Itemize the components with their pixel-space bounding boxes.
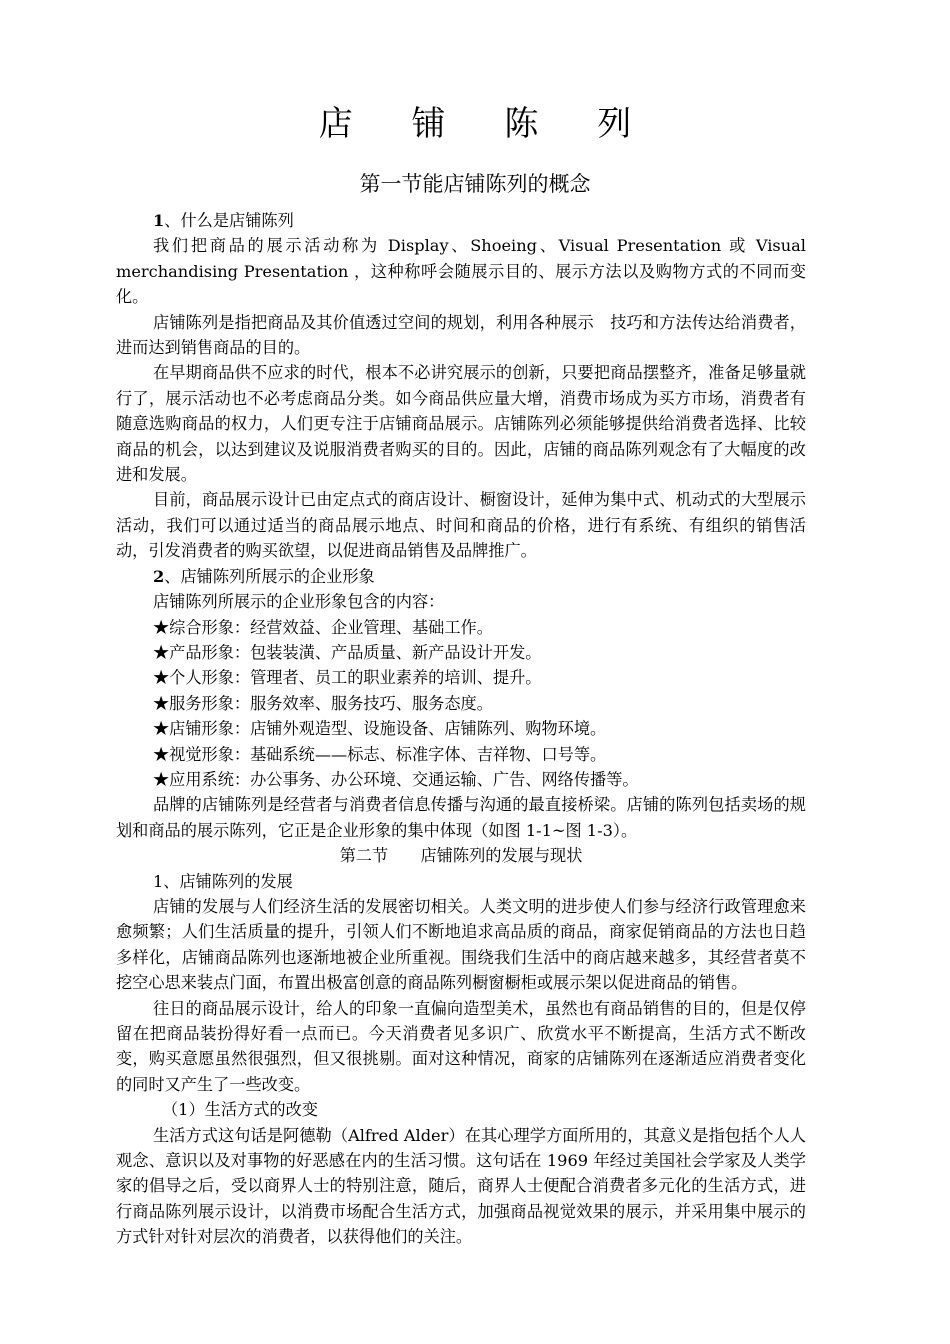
list-item: ★综合形象：经营效益、企业管理、基础工作。: [153, 617, 493, 637]
heading-text: 、店铺陈列所展示的企业形象: [164, 566, 375, 586]
list-item: ★店铺形象：店铺外观造型、设施设备、店铺陈列、购物环境。: [153, 719, 607, 739]
heading-development: 1、店铺陈列的发展: [153, 871, 293, 891]
heading-number: 1: [153, 211, 165, 230]
document-body: [116, 208, 806, 1250]
section-1-title: 第一节能店铺陈列的概念: [359, 172, 591, 196]
paragraph: 店铺的发展与人们经济生活的发展密切相关。人类文明的进步使人们参与经济行政管理愈来愈频繁；人们生活质量的提升，引领人们不断地追求高品质的商品，商家促销商品的方法也日趋多样化，店铺商品陈列也逐渐地被企业所重视。围绕我们生活中的商店越来越多，其经营者莫不挖空心思来装点门面，布置出极富创意的商品陈列橱窗橱柜或展示架以促进商品的销售。: [116, 896, 806, 993]
heading-text: 、什么是店铺陈列: [164, 211, 294, 230]
subheading-lifestyle: （1）生活方式的改变: [162, 1100, 318, 1120]
list-item: ★个人形象：管理者、员工的职业素养的培训、提升。: [153, 668, 542, 688]
paragraph: 在早期商品供不应求的时代，根本不必讲究展示的创新，只要把商品摆整齐，准备足够量就行了，展示活动也不必考虑商品分类。如今商品供应量大增，消费市场成为买方市场，消费者有随意选购商品的权力，人们更专注于店铺商品展示。店铺陈列必须能够提供给消费者选择、比较商品的机会，以达到建议及说服消费者购买的目的。因此，店铺的商品陈列观念有了大幅度的改进和发展。: [116, 363, 806, 485]
paragraph: 目前，商品展示设计已由定点式的商店设计、橱窗设计，延伸为集中式、机动式的大型展示活动，我们可以通过适当的商品展示地点、时间和商品的价格，进行有系统、有组织的销售活动，引发消费者的购买欲望，以促进商品销售及品牌推广。: [116, 490, 806, 561]
paragraph: 我们把商品的展示活动称为 Display、Shoeing、Visual Presentation 或 Visual merchandising Presentation ，这种称呼会随展示目的、展示方法以及购物方式的不同而变化。: [116, 236, 806, 307]
list-item: ★应用系统：办公事务、办公环境、交通运输、广告、网络传播等。: [153, 769, 639, 789]
heading-number: 2: [153, 566, 165, 586]
paragraph: 生活方式这句话是阿德勒（Alfred Alder）在其心理学方面所用的，其意义是指包括个人人观念、意识以及对事物的好恶感在内的生活习惯。这句话在 1969 年经过美国社会学家及人类学家的倡导之后，受以商界人士的特别注意，随后，商界人士便配合消费者多元化的生活方式，进行商品陈列展示设计，以消费市场配合生活方式，加强商品视觉效果的展示，并采用集中展示的方式针对针对层次的消费者，以获得他们的关注。: [116, 1125, 806, 1247]
heading-what-is-display: [116, 208, 806, 233]
paragraph: 品牌的店铺陈列是经营者与消费者信息传播与沟通的最直接桥梁。店铺的陈列包括卖场的规划和商品的展示陈列，它正是企业形象的集中体现（如图 1-1~图 1-3）。: [116, 795, 806, 840]
document-title: 店 铺 陈 列: [318, 104, 656, 144]
list-item: ★服务形象：服务效率、服务技巧、服务态度。: [153, 693, 493, 713]
heading-corporate-image: [116, 564, 806, 589]
paragraph: 店铺陈列是指把商品及其价值透过空间的规划，利用各种展示 技巧和方法传达给消费者，进而达到销售商品的目的。: [116, 312, 806, 358]
section-2-title: 第二节 店铺陈列的发展与现状: [339, 846, 583, 866]
list-item: ★视觉形象：基础系统——标志、标准字体、吉祥物、口号等。: [153, 744, 607, 764]
list-item: ★产品形象：包装装潢、产品质量、新产品设计开发。: [153, 642, 542, 662]
paragraph: 往日的商品展示设计，给人的印象一直偏向造型美术，虽然也有商品销售的目的，但是仅停留在把商品装扮得好看一点而已。今天消费者见多识广、欣赏水平不断提高，生活方式不断改变，购买意愿虽然很强烈，但又很挑剔。面对这种情况，商家的店铺陈列在逐渐适应消费者变化的同时又产生了一些改变。: [116, 998, 806, 1094]
paragraph: 店铺陈列所展示的企业形象包含的内容：: [153, 592, 445, 612]
